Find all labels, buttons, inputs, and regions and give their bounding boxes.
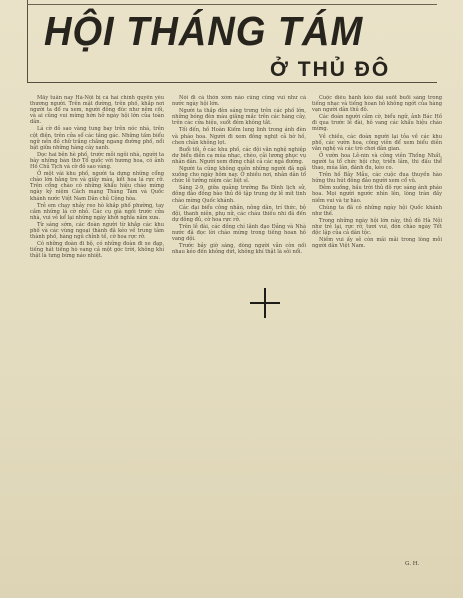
crosshair-cursor-icon <box>250 288 280 318</box>
article-signature: G. H. <box>405 561 420 567</box>
article-paragraph: Nói đi cả thôn xóm nào cũng cũng vui như cả nước ngày hội lớn. <box>172 95 306 108</box>
title-box-bottom-rule <box>27 82 437 83</box>
article-paragraph: Từ sáng sớm, các đoàn người từ khắp các khu phố và các vùng ngoại thành đã kéo về trung tâm thành phố, hàng ngũ chỉnh tề, cờ hoa rực rỡ. <box>30 221 164 241</box>
article-paragraph: Trên lễ đài, các đồng chí lãnh đạo Đảng và Nhà nước đã đọc lời chào mừng trong tiếng hoan hô vang dội. <box>172 223 306 243</box>
article-paragraph: Dọc hai bên hè phố, trước mỗi ngôi nhà, người ta bày những bàn thờ Tổ quốc với hương hoa, có ảnh Hồ Chủ Tịch và cờ đỏ sao vàng. <box>30 151 164 171</box>
article-paragraph: Chúng ta đã có những ngày hội Quốc khánh như thế. <box>312 204 442 217</box>
crosshair-vertical-bar <box>264 288 266 318</box>
article-paragraph: Buổi tối, ở các khu phố, các đội văn nghệ nghiệp dư biểu diễn ca múa nhạc, chèo, cải lương phục vụ nhân dân. Người xem đứng chật cả các ngả đường. <box>172 146 306 165</box>
article-paragraph: Các đại biểu công nhân, nông dân, trí thức, bộ đội, thanh niên, phụ nữ, các cháu thiếu nhi đã đến dự đông đủ, cờ hoa rực rỡ. <box>172 204 306 223</box>
article-paragraph: Ở một vài khu phố, người ta dựng những cổng chào lớn bằng tre và giấy màu, kết hoa lá rực rỡ. Trên cổng chào có những khẩu hiệu chào mừng ngày kỷ niệm Cách mạng Tháng Tám và Quốc khánh nước Việt Nam Dân chủ Cộng hòa. <box>30 171 164 202</box>
title-box-left-rule <box>27 0 28 82</box>
article-paragraph: Người ta thắp đèn sáng trưng trên các phố lớn, những bóng đèn màu giăng mắc trên các hàng cây, trên các cửa hiệu, suốt đêm không tắt. <box>172 108 306 127</box>
article-paragraph: Mấy tuần nay Hà-Nội bị cả hai chính quyền yêu thương người. Trên mặt đường, trên phố, khắp nơi người ta đổ ra xem, người đông đúc như nêm cối, và ai cũng vui mừng hớn hở ngày hội lớn của toàn dân. <box>30 95 164 126</box>
article-paragraph: Người ta cũng không quên những người đã ngã xuống cho ngày hôm nay. Ở nhiều nơi, nhân dân tổ chức lễ tưởng niệm các liệt sĩ. <box>172 166 306 185</box>
article-paragraph: Các đoàn người cầm cờ, biểu ngữ, ảnh Bác Hồ đi qua trước lễ đài, hô vang các khẩu hiệu chào mừng. <box>312 114 442 133</box>
article-paragraph: Có những đoàn đi bộ, có những đoàn đi xe đạp, tiếng hát tiếng hò vang cả một góc trời, không khí thật là tưng bừng náo nhiệt. <box>30 241 164 260</box>
article-paragraph: Về chiều, các đoàn người lại tỏa về các khu phố, các vườn hoa, công viên để xem biểu diễn văn nghệ và các trò chơi dân gian. <box>312 133 442 152</box>
article-paragraph: Tối đến, hồ Hoàn Kiếm lung linh trong ánh đèn và pháo hoa. Người đi xem đông nghịt cả bờ hồ, chen chân không lọt. <box>172 127 306 146</box>
article-paragraph: Niềm vui ấy sẽ còn mãi mãi trong lòng mỗi người dân Việt Nam. <box>312 237 442 250</box>
article-paragraph: Ở vườn hoa Lê-nin và công viên Thống Nhất, người ta tổ chức hội chợ, triển lãm, thi đấu thể thao, múa lân, đánh đu, kéo co. <box>312 152 442 172</box>
article-paragraph: Lá cờ đỏ sao vàng tung bay trên nóc nhà, trên cột điện, trên cửa sổ các tầng gác. Những tấm biểu ngữ nền đỏ chữ trắng chăng ngang đường phố, nổi bật giữa những hàng cây xanh. <box>30 126 164 151</box>
article-subtitle: Ở THỦ ĐÔ <box>270 58 391 81</box>
article-paragraph: Sáng 2-9, giữa quảng trường Ba Đình lịch sử, đông đảo đồng bào thủ đô tập trung dự lễ mít tinh chào mừng Quốc khánh. <box>172 185 306 204</box>
article-column-2 <box>172 95 306 565</box>
article-paragraph: Cuộc diễu hành kéo dài suốt buổi sáng trong tiếng nhạc và tiếng hoan hô không ngớt của hàng vạn người dân thủ đô. <box>312 95 442 114</box>
article-paragraph: Trẻ em chạy nhảy reo hò khắp phố phường, tay cầm những lá cờ nhỏ. Các cụ già ngồi trước cửa nhà, vui vẻ kể lại những ngày khởi nghĩa năm xưa. <box>30 202 164 221</box>
article-paragraph: Trong những ngày hội lớn này, thủ đô Hà Nội như trẻ lại, rực rỡ, tươi vui, đón chào ngày Tết độc lập của cả dân tộc. <box>312 217 442 236</box>
title-box-top-rule <box>27 4 437 5</box>
article-paragraph: Đêm xuống, bầu trời thủ đô rực sáng ánh pháo hoa. Mọi người ngước nhìn lên, lòng tràn đầy niềm vui và tự hào. <box>312 185 442 204</box>
article-paragraph: Trước bảy giờ sáng, dòng người vẫn còn nối nhau kéo đến không dứt, không khí thật là sôi nổi. <box>172 243 306 256</box>
article-title: HỘI THÁNG TÁM <box>44 8 364 54</box>
article-column-3 <box>312 95 442 565</box>
article-column-1 <box>30 95 164 565</box>
article-paragraph: Trên hồ Bảy Mẫu, các cuộc đua thuyền hào hứng thu hút đông đảo người xem cổ vũ. <box>312 172 442 185</box>
